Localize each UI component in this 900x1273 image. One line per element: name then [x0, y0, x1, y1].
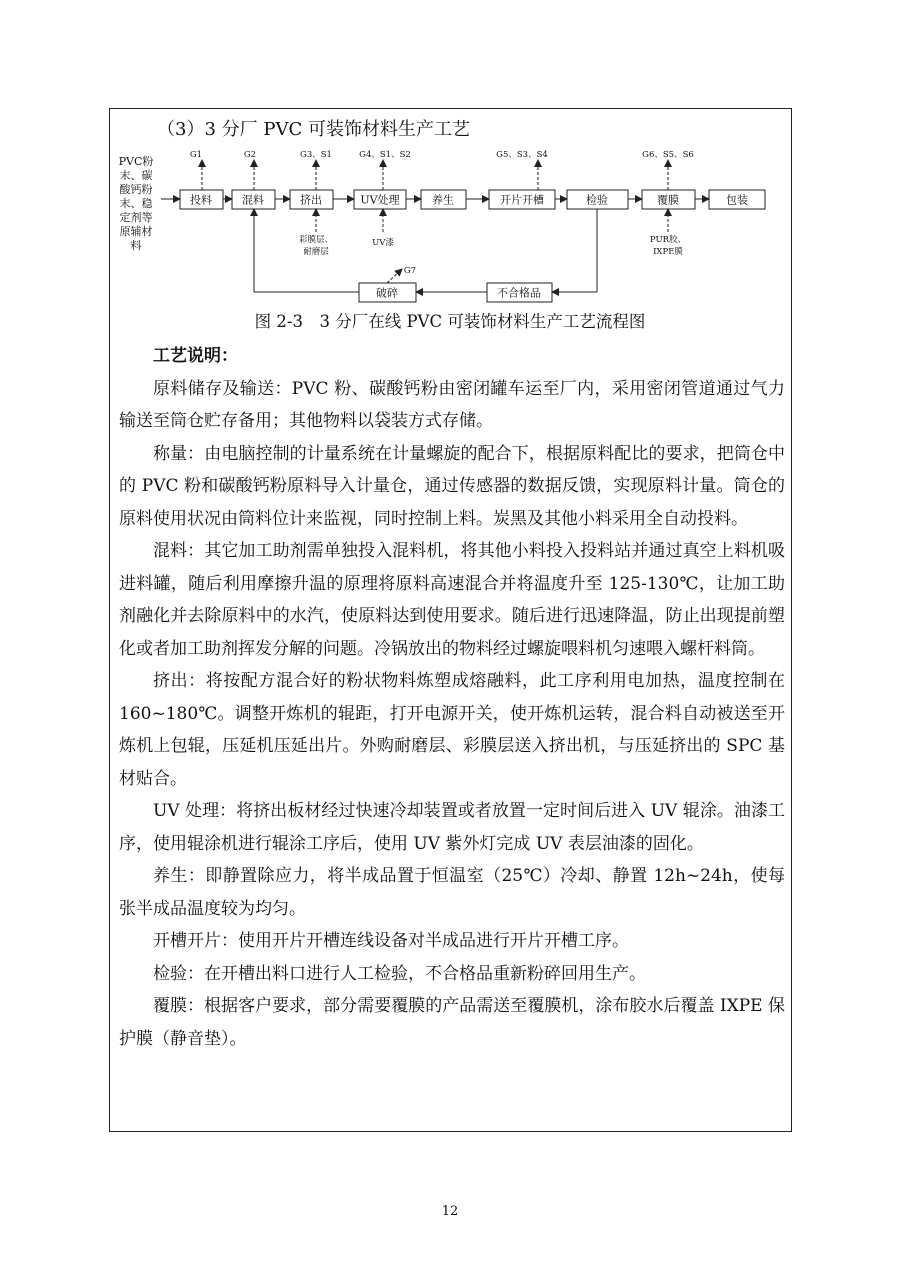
paragraph-slotting: 开槽开片：使用开片开槽连线设备对半成品进行开片开槽工序。 [153, 931, 629, 951]
paragraph-extrusion: 挤出：将按配方混合好的粉状物料炼塑成熔融料，此工序利用电加热，温度控制在 160~180℃。调整开炼机的辊距，打开电源开关，使开炼机运转，混合料自动被送至开炼机上包辊，压延机压延出片。外购耐磨层、彩膜层送入挤出机，与压延挤出的 SPC 基材贴合。 [119, 671, 785, 789]
paragraph-storage: 原料储存及输送：PVC 粉、碳酸钙粉由密闭罐车运至厂内，采用密闭管道通过气力输送至筒仓贮存备用；其他物料以袋装方式存储。 [119, 378, 785, 431]
step-label-slotting: 开片开槽 [500, 193, 544, 207]
paragraph-weighing: 称量：由电脑控制的计量系统在计量螺旋的配合下，根据原料配比的要求，把筒仓中的 PVC 粉和碳酸钙粉原料导入计量仓，通过传感器的数据反馈，实现原料计量。筒仓的原料使用状况由筒料位计来监视，同时控制上料。炭黑及其他小料采用全自动投料。 [119, 443, 785, 529]
step-label-mixing: 混料 [242, 193, 264, 207]
raw-material-line: 酸钙粉 [119, 183, 153, 196]
emission-label: G4、S1、S2 [359, 150, 411, 160]
film-input-label: PUR胶、 [649, 235, 687, 245]
emission-label: G1 [189, 150, 203, 160]
raw-material-line: 末、稳 [119, 197, 153, 210]
raw-material-line: 原辅材 [119, 225, 153, 238]
figure-caption: 图 2-3 3 分厂在线 PVC 可装饰材料生产工艺流程图 [254, 312, 646, 331]
process-description [119, 340, 785, 1055]
emission-label: G5、S3、S4 [496, 150, 548, 160]
extrusion-input-label: 彩膜层、 [298, 235, 334, 245]
crush-label: 破碎 [376, 286, 398, 300]
emission-label: G3、S1 [300, 150, 332, 160]
raw-material-line: 定剂等 [119, 211, 153, 224]
step-label-feeding: 投料 [190, 193, 212, 207]
extrusion-input-label: 耐磨层 [303, 247, 329, 257]
uv-input-label: UV漆 [372, 238, 394, 248]
crush-emission-label: G7 [403, 266, 417, 276]
raw-material-line: 料 [130, 239, 142, 252]
section-title: （3）3 分厂 PVC 可装饰材料生产工艺 [157, 119, 470, 140]
step-label-extrusion: 挤出 [300, 193, 322, 207]
step-label-curing: 养生 [432, 193, 454, 207]
emission-label: G6、S5、S6 [642, 150, 694, 160]
step-label-film: 覆膜 [657, 193, 679, 207]
paragraph-uv: UV 处理：将挤出板材经过快速冷却装置或者放置一定时间后进入 UV 辊涂。油漆工序，使用辊涂机进行辊涂工序后，使用 UV 紫外灯完成 UV 表层油漆的固化。 [119, 801, 785, 854]
film-input-label: IXPE膜 [653, 247, 683, 257]
paragraph-film: 覆膜：根据客户要求，部分需要覆膜的产品需送至覆膜机，涂布胶水后覆盖 IXPE 保护膜（静音垫）。 [119, 996, 785, 1049]
step-label-uv: UV处理 [360, 193, 400, 207]
raw-material-line: 末、碳 [119, 169, 153, 182]
step-label-inspection: 检验 [586, 193, 608, 207]
paragraph-mixing: 混料：其它加工助剂需单独投入混料机，将其他小料投入投料站并通过真空上料机吸进料罐，随后利用摩擦升温的原理将原料高速混合并将温度升至 125-130℃，让加工助剂融化并去除原料中的水汽，使原料达到使用要求。随后进行迅速降温，防止出现提前塑化或者加工助剂挥发分解的问题。冷锅放出的物料经过螺旋喂料机匀速喂入螺杆料筒。 [119, 541, 785, 659]
process-flow-diagram [109, 142, 792, 304]
process-heading: 工艺说明： [153, 346, 238, 366]
step-label-packing: 包装 [726, 193, 748, 207]
raw-material-line: PVC粉 [118, 155, 154, 168]
paragraph-inspection: 检验：在开槽出料口进行人工检验，不合格品重新粉碎回用生产。 [153, 963, 646, 984]
page-number: 12 [441, 1204, 459, 1219]
reject-label: 不合格品 [497, 286, 541, 300]
emission-label: G2 [243, 150, 257, 160]
paragraph-curing: 养生：即静置除应力，将半成品置于恒温室（25℃）冷却、静置 12h~24h，使每张半成品温度较为均匀。 [119, 866, 785, 919]
